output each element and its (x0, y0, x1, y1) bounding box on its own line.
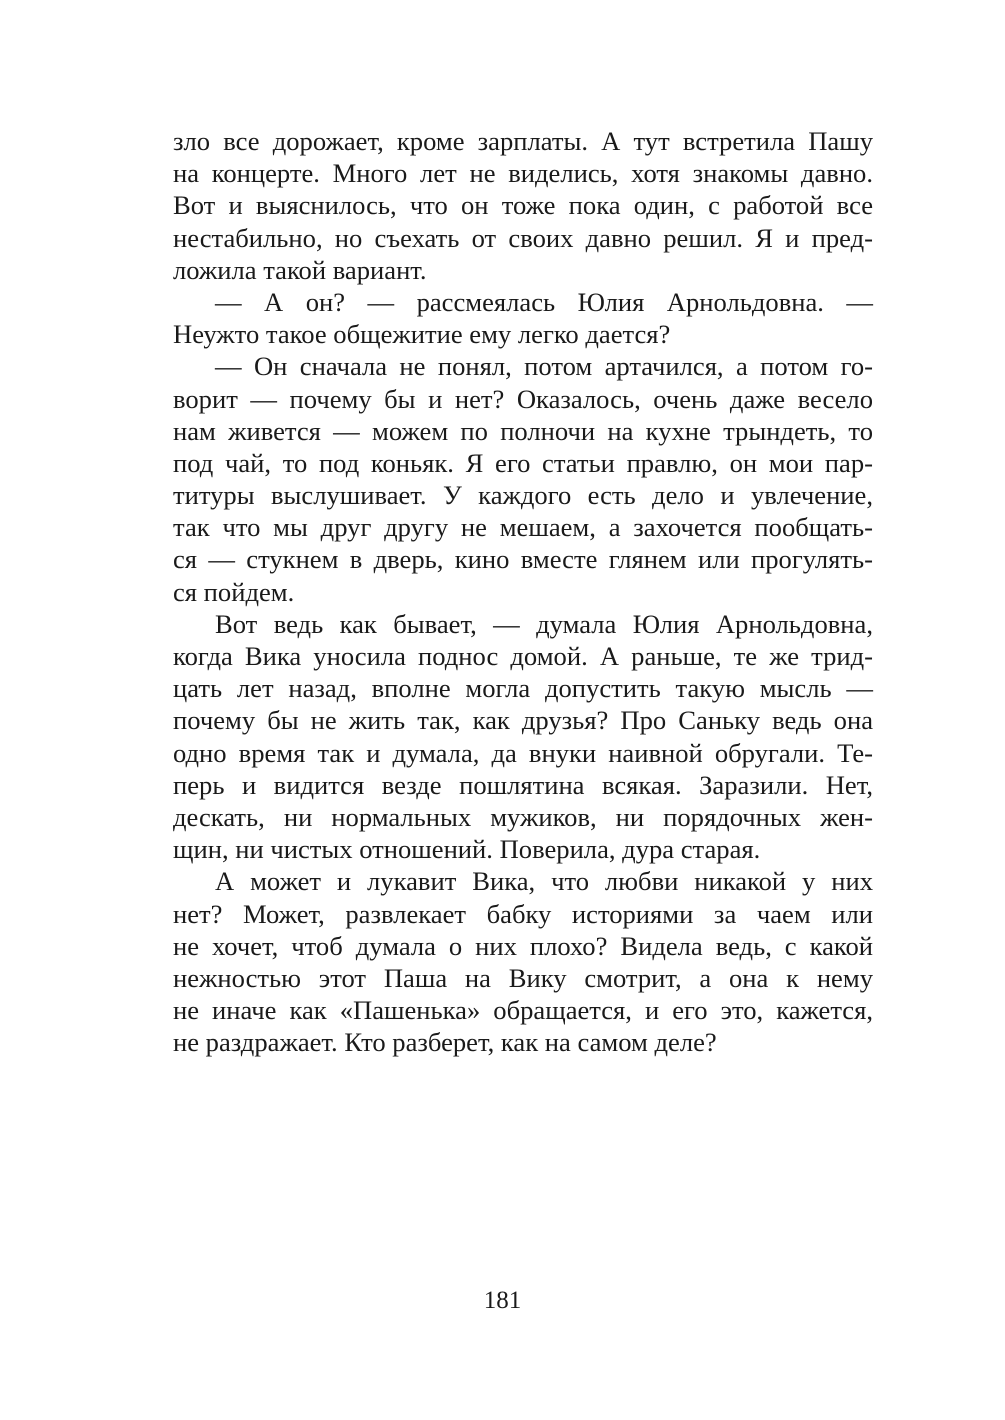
paragraph (173, 608, 873, 866)
text-line: не раздражает. Кто разберет, как на самом деле? (173, 1027, 717, 1058)
text-line: на концерте. Много лет не виделись, хотя знакомы давно. (173, 158, 873, 189)
text-line: перь и видится везде пошлятина всякая. Заразили. Нет, (173, 769, 873, 800)
body-text (173, 125, 873, 1058)
text-line: не иначе как «Пашенька» обращается, и его это, кажется, (173, 995, 873, 1026)
text-line: ся пойдем. (173, 576, 295, 607)
text-line: — А он? — рассмеялась Юлия Арнольдовна. — (215, 286, 873, 317)
text-line: не хочет, чтоб думала о них плохо? Видела ведь, с какой (173, 930, 873, 961)
text-line: ся — стукнем в дверь, кино вместе глянем или прогулять- (173, 544, 873, 575)
text-line: нет? Может, развлекает бабку историями за чаем или (173, 898, 873, 929)
page-number: 181 (483, 1287, 522, 1314)
text-line: Неужто такое общежитие ему легко дается? (173, 319, 671, 350)
paragraph (173, 125, 873, 286)
text-line: ложила такой вариант. (173, 254, 427, 285)
text-line: ворит — почему бы и нет? Оказалось, очень даже весело (173, 383, 873, 414)
text-line: Вот ведь как бывает, — думала Юлия Арнольдовна, (215, 608, 873, 639)
text-line: почему бы не жить так, как друзья? Про Саньку ведь она (173, 705, 873, 736)
text-line: щин, ни чистых отношений. Поверила, дура старая. (173, 834, 761, 865)
text-line: Вот и выяснилось, что он тоже пока один, с работой все (173, 190, 873, 221)
text-line: одно время так и думала, да внуки наивной обругали. Те- (173, 737, 873, 768)
text-line: дескать, ни нормальных мужиков, ни порядочных жен- (173, 801, 873, 832)
text-line: А может и лукавит Вика, что любви никакой у них (215, 866, 873, 897)
text-line: когда Вика уносила поднос домой. А раньше, те же трид- (173, 641, 873, 671)
paragraph (173, 286, 873, 350)
text-line: нежностью этот Паша на Вику смотрит, а она к нему (173, 962, 873, 993)
text-line: нам живется — можем по полночи на кухне трындеть, то (173, 415, 873, 446)
text-line: зло все дорожает, кроме зарплаты. А тут встретила Пашу (173, 126, 873, 156)
text-line: цать лет назад, вполне могла допустить такую мысль — (173, 673, 873, 704)
text-line: так что мы друг другу не мешаем, а захочется пообщать- (173, 512, 873, 543)
text-line: под чай, то под коньяк. Я его статьи правлю, он мои пар- (173, 447, 873, 478)
text-line: титуры выслушивает. У каждого есть дело и увлечение, (173, 480, 873, 511)
paragraph (173, 350, 873, 608)
paragraph (173, 865, 873, 1058)
text-line: — Он сначала не понял, потом артачился, а потом го- (215, 351, 873, 382)
text-line: нестабильно, но съехать от своих давно решил. Я и пред- (173, 222, 873, 253)
